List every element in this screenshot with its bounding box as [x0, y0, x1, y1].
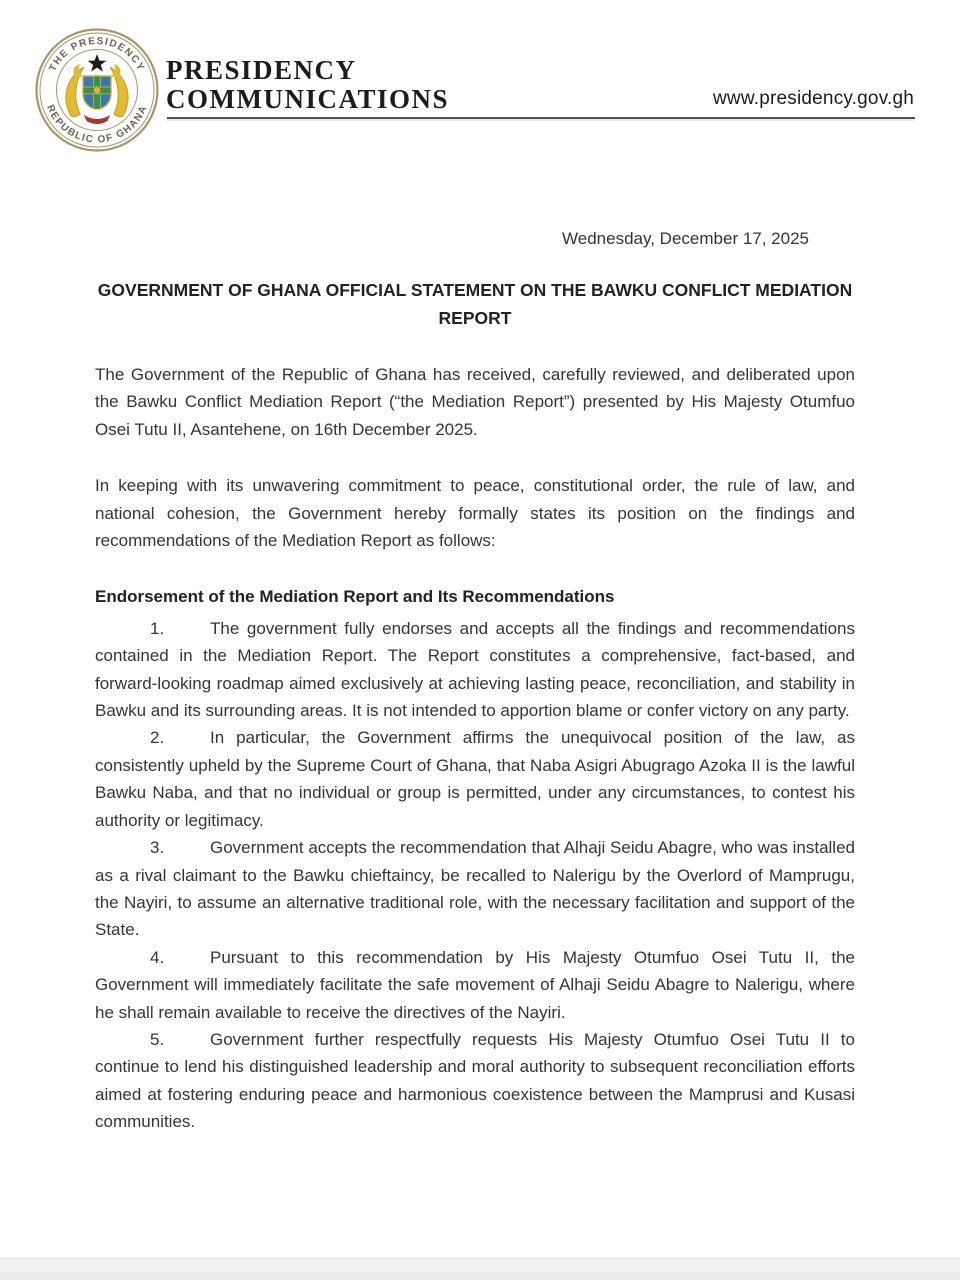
item-number-3: 3.	[150, 838, 165, 858]
item-number-1: 1.	[150, 618, 165, 638]
website-url: www.presidency.gov.gh	[713, 88, 914, 109]
footer-strip	[0, 1258, 960, 1280]
presidency-seal	[32, 26, 162, 154]
item-text-4: Pursuant to this recommendation by His Majesty Otumfuo Osei Tutu II, the Government will immediately facilitate the safe movement of Alhaji Seidu Abagre to Nalerigu, where he shall remain available to receive the directives of the Nayiri.	[95, 947, 855, 1022]
document-title	[95, 276, 855, 332]
item-text-2: In particular, the Government affirms the unequivocal position of the law, as consistently upheld by the Supreme Court of Ghana, that Naba Asigri Abugrago Azoka II is the lawful Bawku Naba, and that no individual or group is permitted, under any circumstances, to contest his authority or legitimacy.	[95, 728, 855, 830]
numbered-item-4	[95, 944, 855, 1026]
numbered-item-3	[95, 834, 855, 944]
header-rule	[167, 117, 915, 119]
seal-bottom-text: REPUBLIC OF GHANA	[44, 103, 150, 146]
shield-center-lion	[94, 87, 101, 94]
item-text-3: Government accepts the recommendation that Alhaji Seidu Abagre, who was installed as a rival claimant to the Bawku chieftaincy, be recalled to Nalerigu by the Overlord of Mamprugu, the Nayiri, to assume an alternative traditional role, with the necessary facilitation and support of the State.	[95, 838, 855, 940]
document-date: Wednesday, December 17, 2025	[562, 229, 809, 248]
item-number-4: 4.	[150, 947, 165, 967]
item-number-2: 2.	[150, 728, 165, 748]
org-line1: PRESIDENCY	[166, 55, 357, 85]
numbered-list	[95, 615, 855, 1136]
title-line-2: REPORT	[438, 308, 512, 328]
item-number-5: 5.	[150, 1029, 165, 1049]
title-line-1: GOVERNMENT OF GHANA OFFICIAL STATEMENT ON THE BAWKU CONFLICT MEDIATION	[97, 280, 853, 300]
section-heading: Endorsement of the Mediation Report and Its Recommendations	[95, 587, 615, 607]
numbered-item-5	[95, 1026, 855, 1136]
item-text-1: The government fully endorses and accepts all the findings and recommendations contained in the Mediation Report. The Report constitutes a comprehensive, fact-based, and forward-looking roadmap aimed exclusively at achieving lasting peace, reconciliation, and stability in Bawku and its surrounding areas. It is not intended to apportion blame or confer victory on any party.	[95, 618, 855, 721]
org-name	[166, 56, 449, 114]
intro-paragraph-1: The Government of the Republic of Ghana has received, carefully reviewed, and deliberated upon the Bawku Conflict Mediation Report (“the Mediation Report”) presented by His Majesty Otumfuo Osei Tutu II, Asantehene, on 16th December 2025.	[95, 365, 855, 439]
numbered-item-2	[95, 724, 855, 834]
numbered-item-1	[95, 615, 855, 725]
seal-top-text: THE PRESIDENCY	[47, 35, 147, 74]
org-line2: COMMUNICATIONS	[166, 84, 449, 114]
intro-paragraph-2: In keeping with its unwavering commitment to peace, constitutional order, the rule of law, and national cohesion, the Government hereby formally states its position on the findings and recommendations of the Mediation Report as follows:	[95, 476, 855, 551]
document-body	[95, 225, 855, 1136]
item-text-5: Government further respectfully requests His Majesty Otumfuo Osei Tutu II to continue to lend his distinguished leadership and moral authority to subsequent reconciliation efforts aimed at fostering enduring peace and harmonious coexistence between the Mamprusi and Kusasi communities.	[95, 1029, 855, 1132]
